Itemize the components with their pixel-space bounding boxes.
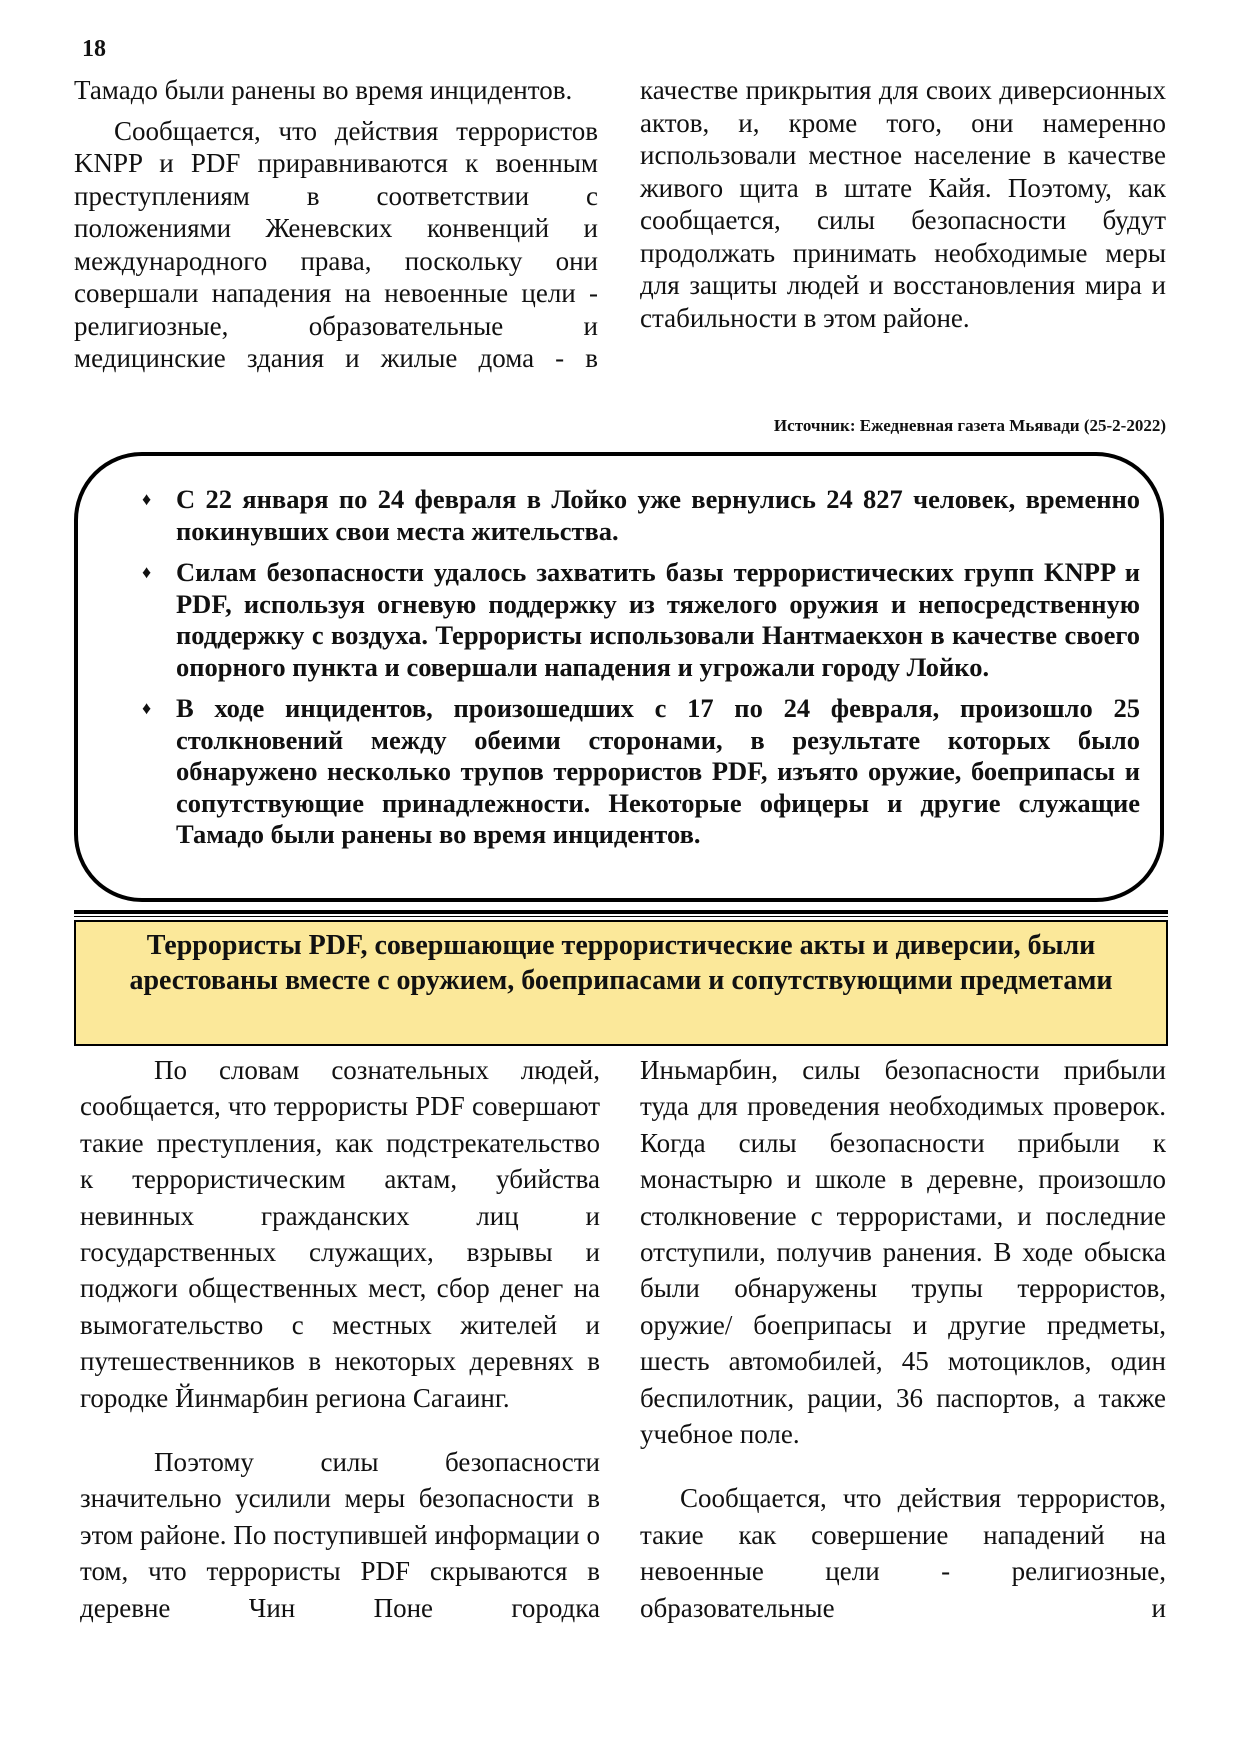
paragraph: Поэтому силы безопасности значительно усилили меры безопасности в этом районе. По поступившей информации о том, что террористы PDF скрываются в деревне Чин Поне городка (80, 1447, 600, 1623)
source-citation: Источник: Ежедневная газета Мьявади (25-2-2022) (773, 416, 1166, 435)
highlight-text: В ходе инцидентов, произошедших с 17 по 24 февраля, произошло 25 столкновений между обеими сторонами, в результате которых было обнаружено несколько трупов террористов PDF, изъято оружие, боеприпасы и сопутствующие принадлежности. Некоторые офицеры и другие служащие Тамадо были ранены во время инцидентов. (176, 693, 1140, 849)
highlight-item (142, 693, 1140, 851)
highlights-box (74, 452, 1164, 902)
highlight-text: С 22 января по 24 февраля в Лойко уже вернулись 24 827 человек, временно покинувших свои места жительства. (176, 484, 1140, 546)
highlight-item (142, 557, 1140, 683)
top-left-column (74, 74, 598, 375)
diamond-bullet-icon: ♦ (142, 562, 152, 582)
highlight-item (142, 484, 1140, 547)
paragraph: Сообщается, что действия террористов KNPP и PDF приравниваются к военным преступлениям в соответствии с положениями Женевских конвенций и международного права, поскольку они совершали нападения на невоенные цели - религиозные, образовательные и медицинские здания и жилые дома - в (74, 115, 598, 373)
article-headline: Террористы PDF, совершающие террористические акты и диверсии, были арестованы вместе с оружием, боеприпасами и сопутствующими предметами (74, 920, 1168, 1046)
diamond-bullet-icon: ♦ (142, 698, 152, 718)
paragraph: качестве прикрытия для своих диверсионных актов, и, кроме того, они намеренно использовали местное население в качестве живого щита в штате Кайя. Поэтому, как сообщается, силы безопасности будут продолжать принимать необходимые меры для защиты людей и восстановления мира и стабильности в этом районе. (640, 75, 1166, 333)
highlights-list (142, 484, 1140, 861)
paragraph: Иньмарбин, силы безопасности прибыли туда для проведения необходимых проверок. Когда силы безопасности прибыли к монастырю и школе в деревне, произошло столкновение с террористами, и последние отступили, получив ранения. В ходе обыска были обнаружены трупы террористов, оружие/ боеприпасы и другие предметы, шесть автомобилей, 45 мотоциклов, один беспилотник, рации, 36 паспортов, а также учебное поле. (640, 1055, 1166, 1450)
section-divider (74, 910, 1168, 917)
paragraph: По словам сознательных людей, сообщается, что террористы PDF совершают такие преступления, как подстрекательство к террористическим актам, убийства невинных гражданских лиц и государственных служащих, взрывы и поджоги общественных мест, сбор денег на вымогательство с местных жителей и путешественников в некоторых деревнях в городке Йинмарбин региона Сагаинг. (80, 1055, 600, 1413)
page-number: 18 (82, 36, 106, 62)
article-right-column (640, 1052, 1166, 1626)
highlight-text: Силам безопасности удалось захватить базы террористических групп KNPP и PDF, используя огневую поддержку из тяжелого оружия и непосредственную поддержку с воздуха. Террористы использовали Нантмаекхон в качестве своего опорного пункта и совершали нападения и угрожали городу Лойко. (176, 557, 1140, 682)
article-left-column (80, 1052, 600, 1626)
top-right-column (640, 74, 1166, 334)
paragraph: Сообщается, что действия террористов, такие как совершение нападений на невоенные цели - религиозные, образовательные и (640, 1483, 1166, 1623)
diamond-bullet-icon: ♦ (142, 489, 152, 509)
paragraph: Тамадо были ранены во время инцидентов. (74, 75, 573, 105)
